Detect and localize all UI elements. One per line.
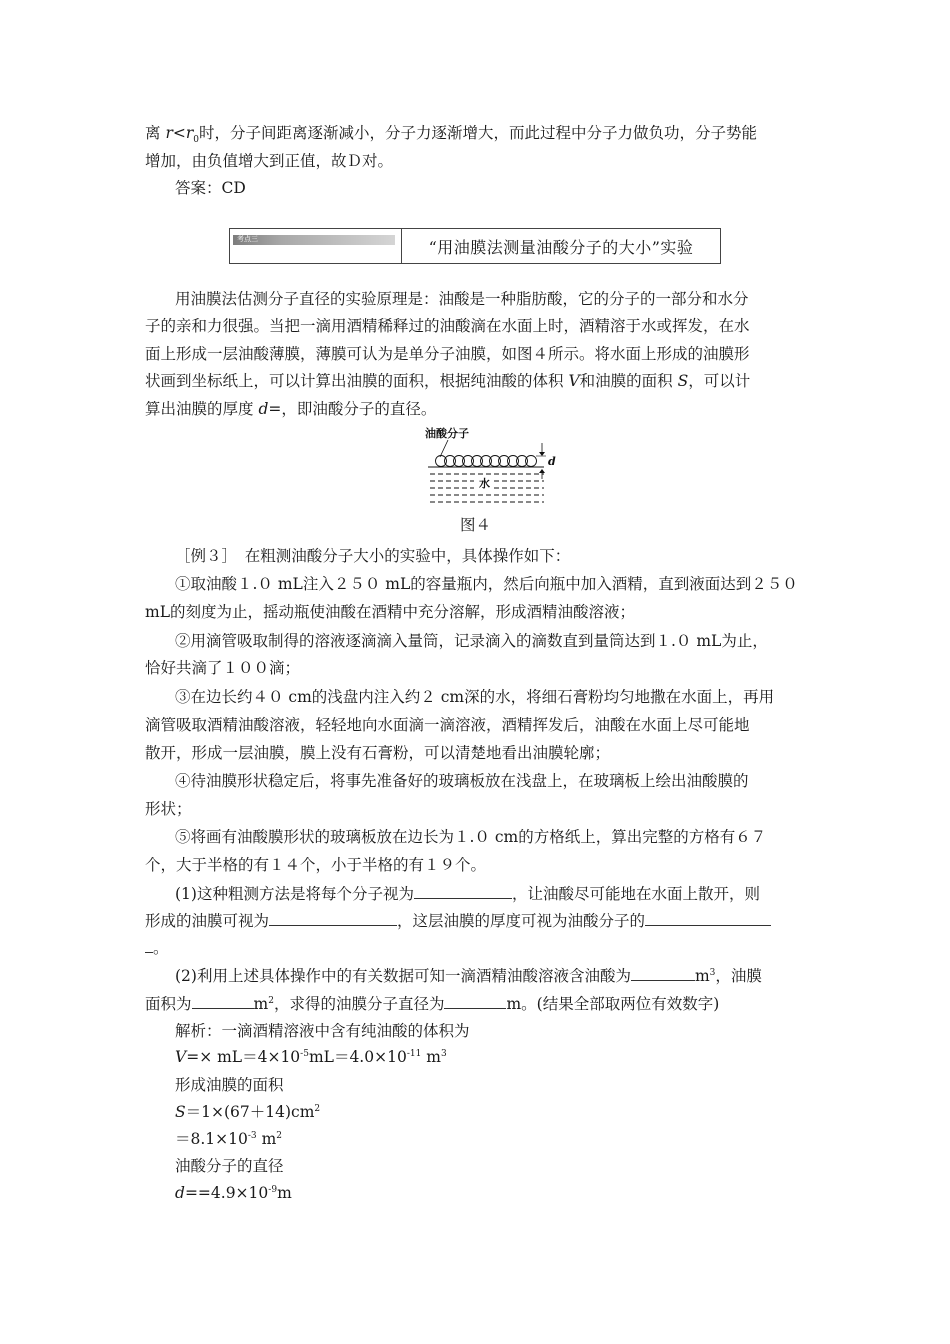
- solution-line: 解析：一滴酒精溶液中含有纯油酸的体积为: [175, 1022, 470, 1040]
- d-arrowhead-bottom: [539, 469, 545, 473]
- text: ，可以计: [688, 372, 751, 390]
- oil-film-figure: [422, 425, 562, 515]
- label-d: d: [548, 455, 556, 468]
- section-title: “用油膜法测量油酸分子的大小”实验: [428, 237, 694, 257]
- answer-blank[interactable]: [645, 911, 771, 926]
- solution-line: [175, 1129, 282, 1149]
- answer-blank[interactable]: [192, 994, 254, 1009]
- superscript: 2: [268, 995, 274, 1006]
- paragraph-line: 面上形成一层油酸薄膜，薄膜可认为是单分子油膜，如图４所示。将水面上形成的油膜形: [145, 345, 750, 363]
- text: ，求得的油膜分子直径为: [273, 995, 445, 1013]
- step-5-cont: 个，大于半格的有１４个，小于半格的有１９个。: [145, 856, 487, 874]
- superscript: -11: [406, 1048, 422, 1059]
- section-tag-cell: [230, 229, 402, 263]
- text: <: [172, 124, 186, 142]
- text: 和油膜的面积: [579, 372, 678, 390]
- text: 离: [145, 124, 166, 142]
- step-1: ①取油酸１.０ mL注入２５０ mL的容量瓶内，然后向瓶中加入酒精，直到液面达到２５０: [175, 575, 798, 593]
- text: ＝1×(67＋14)cm: [185, 1103, 315, 1121]
- superscript: 3: [440, 1048, 447, 1059]
- text: =，即油酸分子的直径。: [268, 400, 437, 418]
- variable-V: V: [175, 1048, 187, 1066]
- label-oil-molecule: 油酸分子: [425, 427, 469, 440]
- section-tag-label: 考点三: [237, 235, 258, 243]
- d-arrowhead-top: [539, 452, 545, 456]
- solution-line: 油酸分子的直径: [175, 1157, 284, 1175]
- variable-r: r: [165, 124, 173, 142]
- text: m: [421, 1048, 441, 1066]
- superscript: -5: [300, 1048, 309, 1059]
- text: mL＝4.0×10: [308, 1048, 407, 1066]
- example-title: ［例３］ 在粗测油酸分子大小的实验中，具体操作如下：: [175, 547, 571, 565]
- text: 形成的油膜可视为: [145, 912, 270, 930]
- text: 状画到坐标纸上，可以计算出油膜的面积，根据纯油酸的体积: [145, 372, 569, 390]
- text: ==4.9×10: [184, 1184, 269, 1202]
- text: ，油膜: [715, 967, 762, 985]
- step-4: ④待油膜形状稳定后，将事先准备好的玻璃板放在浅盘上，在玻璃板上绘出油酸膜的: [175, 772, 749, 790]
- text: (1)这种粗测方法是将每个分子视为: [175, 885, 414, 903]
- text: m: [277, 1184, 292, 1202]
- solution-line: 形成油膜的面积: [175, 1076, 284, 1094]
- text: 。: [153, 939, 169, 957]
- variable-r0: r: [185, 124, 194, 142]
- subscript: 0: [193, 135, 200, 146]
- variable-d: d: [175, 1184, 185, 1202]
- answer-blank[interactable]: [269, 911, 397, 926]
- text: m: [256, 1130, 277, 1148]
- molecule-row: [436, 456, 537, 467]
- paragraph-line: 用油膜法估测分子直径的实验原理是：油酸是一种脂肪酸，它的分子的一部分和水分: [175, 290, 749, 308]
- label-water: 水: [479, 477, 490, 490]
- text: 算出油膜的厚度: [145, 400, 259, 418]
- question-1: [175, 884, 760, 904]
- step-4-cont: 形状；: [145, 800, 192, 818]
- variable-S: S: [175, 1103, 186, 1121]
- paragraph-line: [145, 371, 750, 391]
- step-2-cont: 恰好共滴了１００滴；: [145, 659, 301, 677]
- solution-line: [175, 1183, 292, 1203]
- superscript: 2: [276, 1130, 283, 1141]
- step-2: ②用滴管吸取制得的溶液逐滴滴入量筒，记录滴入的滴数直到量筒达到１.０ mL为止，: [175, 632, 768, 650]
- oil-film-diagram: [422, 425, 562, 515]
- text: m。(结果全部取两位有效数字): [506, 995, 720, 1013]
- molecule-pointer: [440, 440, 448, 457]
- unit: m: [253, 995, 269, 1013]
- answer-blank[interactable]: [631, 966, 695, 981]
- question-1-cont: [145, 938, 169, 958]
- text: ，这层油膜的厚度可视为油酸分子的: [397, 912, 646, 930]
- paragraph-line: 增加，由负值增大到正值，故Ｄ对。: [145, 152, 394, 170]
- superscript: -9: [268, 1184, 278, 1195]
- step-3-cont: 滴管吸取酒精油酸溶液，轻轻地向水面滴一滴溶液，酒精挥发后，油酸在水面上尽可能地: [145, 716, 750, 734]
- text: ＝8.1×10: [175, 1130, 248, 1148]
- text: =× mL＝4×10: [186, 1048, 301, 1066]
- step-3: ③在边长约４０ cm的浅盘内注入约２ cm深的水，将细石膏粉均匀地撒在水面上，再用: [175, 688, 775, 706]
- step-3-cont: 散开，形成一层油膜，膜上没有石膏粉，可以清楚地看出油膜轮廓；: [145, 744, 611, 762]
- step-5: ⑤将画有油酸膜形状的玻璃板放在边长为１.０ cm的方格纸上，算出完整的方格有６７: [175, 828, 767, 846]
- question-2-cont: [145, 994, 719, 1014]
- text: (2)利用上述具体操作中的有关数据可知一滴酒精油酸溶液含油酸为: [175, 967, 631, 985]
- section-tag-banner: [233, 235, 395, 245]
- question-2: [175, 966, 762, 986]
- paragraph-line: 子的亲和力很强。当把一滴用酒精稀释过的油酸滴在水面上时，酒精溶于水或挥发，在水: [145, 317, 750, 335]
- step-1-cont: mL的刻度为止，摇动瓶使油酸在酒精中充分溶解，形成酒精油酸溶液；: [145, 603, 635, 621]
- section-header: [229, 228, 721, 264]
- variable-d: d: [258, 400, 269, 418]
- text: 面积为: [145, 995, 192, 1013]
- solution-line: [175, 1047, 447, 1067]
- superscript: 2: [314, 1103, 321, 1114]
- text: 时，分子间距离逐渐减小，分子力逐渐增大，而此过程中分子力做负功，分子势能: [199, 124, 758, 142]
- solution-line: [175, 1102, 320, 1122]
- unit: m: [694, 967, 710, 985]
- figure-caption: 图４: [460, 516, 492, 534]
- superscript: 3: [709, 967, 716, 978]
- text: ，让油酸尽可能地在水面上散开，则: [511, 885, 760, 903]
- answer-blank[interactable]: [444, 994, 506, 1009]
- answer-line: 答案：CD: [175, 179, 246, 197]
- paragraph-line: [145, 123, 758, 146]
- variable-S: S: [677, 372, 689, 390]
- variable-V: V: [568, 372, 580, 390]
- answer-blank[interactable]: [414, 884, 512, 899]
- superscript: -3: [247, 1130, 257, 1141]
- paragraph-line: [145, 399, 436, 419]
- answer-blank-tail[interactable]: [145, 938, 153, 953]
- question-1-cont: [145, 911, 771, 931]
